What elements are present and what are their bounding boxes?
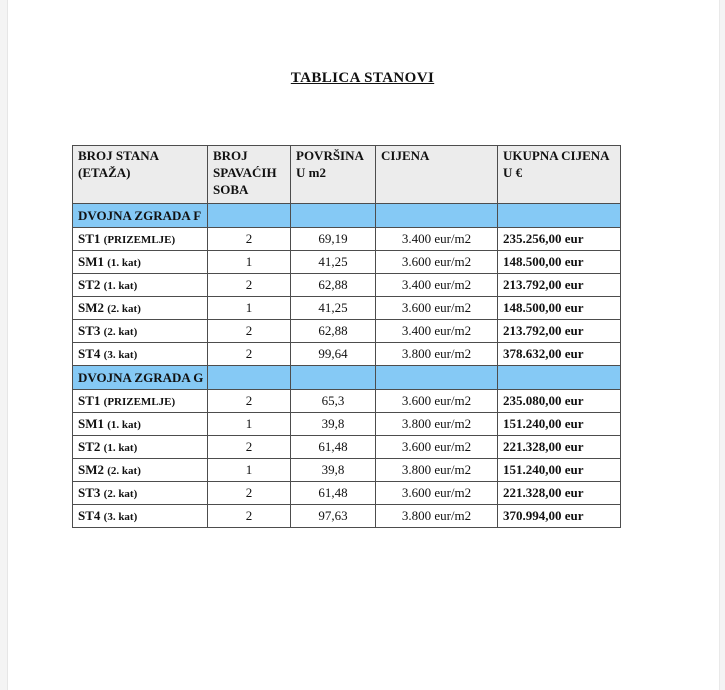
bedrooms-cell: 1 bbox=[208, 459, 291, 482]
table-row bbox=[73, 274, 621, 297]
price-cell: 3.600 eur/m2 bbox=[376, 390, 498, 413]
floor-label: (1. kat) bbox=[107, 257, 141, 269]
area-cell: 62,88 bbox=[291, 320, 376, 343]
section-row bbox=[73, 366, 621, 390]
table-row bbox=[73, 390, 621, 413]
bedrooms-cell: 2 bbox=[208, 505, 291, 528]
area-cell: 61,48 bbox=[291, 482, 376, 505]
total-cell: 148.500,00 eur bbox=[498, 251, 621, 274]
area-cell: 61,48 bbox=[291, 436, 376, 459]
table-header-row bbox=[73, 146, 621, 204]
price-cell: 3.600 eur/m2 bbox=[376, 436, 498, 459]
table-row bbox=[73, 320, 621, 343]
total-cell: 221.328,00 eur bbox=[498, 482, 621, 505]
table-row bbox=[73, 343, 621, 366]
price-cell: 3.600 eur/m2 bbox=[376, 251, 498, 274]
floor-label: (2. kat) bbox=[107, 303, 141, 315]
section-empty-cell bbox=[291, 204, 376, 228]
floor-label: (3. kat) bbox=[103, 511, 138, 523]
total-cell: 235.080,00 eur bbox=[498, 390, 621, 413]
table-row bbox=[73, 251, 621, 274]
price-cell: 3.800 eur/m2 bbox=[376, 413, 498, 436]
floor-label: (3. kat) bbox=[103, 349, 138, 361]
total-cell: 213.792,00 eur bbox=[498, 274, 621, 297]
price-cell: 3.800 eur/m2 bbox=[376, 459, 498, 482]
total-cell: 221.328,00 eur bbox=[498, 436, 621, 459]
area-cell: 39,8 bbox=[291, 413, 376, 436]
table-body bbox=[73, 204, 621, 528]
total-cell: 235.256,00 eur bbox=[498, 228, 621, 251]
floor-label: (PRIZEMLJE) bbox=[103, 234, 176, 246]
section-row bbox=[73, 204, 621, 228]
bedrooms-cell: 2 bbox=[208, 343, 291, 366]
area-cell: 65,3 bbox=[291, 390, 376, 413]
price-cell: 3.400 eur/m2 bbox=[376, 320, 498, 343]
header-bedrooms: BROJ SPAVAĆIH SOBA bbox=[208, 146, 291, 204]
total-cell: 378.632,00 eur bbox=[498, 343, 621, 366]
floor-label: (2. kat) bbox=[103, 488, 138, 500]
unit-cell bbox=[73, 251, 208, 274]
unit-label: ST4 bbox=[78, 346, 104, 361]
unit-label: ST1 bbox=[78, 231, 104, 246]
bedrooms-cell: 2 bbox=[208, 482, 291, 505]
page-title: TABLICA STANOVI bbox=[290, 70, 435, 86]
apartments-table bbox=[72, 145, 621, 528]
section-empty-cell bbox=[376, 366, 498, 390]
area-cell: 39,8 bbox=[291, 459, 376, 482]
table-row bbox=[73, 505, 621, 528]
unit-label: ST2 bbox=[78, 439, 104, 454]
unit-label: ST4 bbox=[78, 508, 104, 523]
price-cell: 3.400 eur/m2 bbox=[376, 274, 498, 297]
total-cell: 370.994,00 eur bbox=[498, 505, 621, 528]
bedrooms-cell: 1 bbox=[208, 413, 291, 436]
section-empty-cell bbox=[376, 204, 498, 228]
table-row bbox=[73, 482, 621, 505]
page-right-margin bbox=[719, 0, 725, 690]
unit-label: SM1 bbox=[78, 254, 108, 269]
floor-label: (PRIZEMLJE) bbox=[103, 396, 176, 408]
price-cell: 3.800 eur/m2 bbox=[376, 505, 498, 528]
floor-label: (2. kat) bbox=[103, 326, 138, 338]
section-title: DVOJNA ZGRADA G bbox=[73, 366, 208, 390]
section-empty-cell bbox=[291, 366, 376, 390]
table-row bbox=[73, 459, 621, 482]
section-empty-cell bbox=[208, 366, 291, 390]
page-left-margin bbox=[0, 0, 8, 690]
total-cell: 151.240,00 eur bbox=[498, 459, 621, 482]
table-row bbox=[73, 228, 621, 251]
unit-cell bbox=[73, 274, 208, 297]
area-cell: 99,64 bbox=[291, 343, 376, 366]
header-unit: BROJ STANA (ETAŽA) bbox=[73, 146, 208, 204]
bedrooms-cell: 2 bbox=[208, 436, 291, 459]
table-row bbox=[73, 436, 621, 459]
unit-label: SM2 bbox=[78, 300, 108, 315]
area-cell: 41,25 bbox=[291, 251, 376, 274]
unit-label: SM1 bbox=[78, 416, 108, 431]
unit-label: SM2 bbox=[78, 462, 108, 477]
unit-label: ST2 bbox=[78, 277, 104, 292]
floor-label: (2. kat) bbox=[107, 465, 141, 477]
unit-cell bbox=[73, 505, 208, 528]
bedrooms-cell: 2 bbox=[208, 228, 291, 251]
area-cell: 97,63 bbox=[291, 505, 376, 528]
table-row bbox=[73, 413, 621, 436]
price-cell: 3.600 eur/m2 bbox=[376, 297, 498, 320]
unit-cell bbox=[73, 459, 208, 482]
unit-label: ST1 bbox=[78, 393, 104, 408]
unit-cell bbox=[73, 436, 208, 459]
bedrooms-cell: 2 bbox=[208, 390, 291, 413]
unit-cell bbox=[73, 228, 208, 251]
bedrooms-cell: 2 bbox=[208, 274, 291, 297]
section-title: DVOJNA ZGRADA F bbox=[73, 204, 208, 228]
total-cell: 213.792,00 eur bbox=[498, 320, 621, 343]
price-cell: 3.600 eur/m2 bbox=[376, 482, 498, 505]
header-total: UKUPNA CIJENA U € bbox=[498, 146, 621, 204]
unit-cell bbox=[73, 482, 208, 505]
unit-cell bbox=[73, 343, 208, 366]
total-cell: 151.240,00 eur bbox=[498, 413, 621, 436]
header-price: CIJENA bbox=[376, 146, 498, 204]
total-cell: 148.500,00 eur bbox=[498, 297, 621, 320]
unit-cell bbox=[73, 413, 208, 436]
area-cell: 69,19 bbox=[291, 228, 376, 251]
header-area: POVRŠINA U m2 bbox=[291, 146, 376, 204]
unit-label: ST3 bbox=[78, 485, 104, 500]
price-cell: 3.400 eur/m2 bbox=[376, 228, 498, 251]
table-row bbox=[73, 297, 621, 320]
section-empty-cell bbox=[208, 204, 291, 228]
floor-label: (1. kat) bbox=[107, 419, 141, 431]
unit-cell bbox=[73, 390, 208, 413]
price-cell: 3.800 eur/m2 bbox=[376, 343, 498, 366]
section-empty-cell bbox=[498, 204, 621, 228]
floor-label: (1. kat) bbox=[103, 280, 138, 292]
section-empty-cell bbox=[498, 366, 621, 390]
bedrooms-cell: 1 bbox=[208, 251, 291, 274]
unit-label: ST3 bbox=[78, 323, 104, 338]
unit-cell bbox=[73, 320, 208, 343]
area-cell: 41,25 bbox=[291, 297, 376, 320]
unit-cell bbox=[73, 297, 208, 320]
bedrooms-cell: 1 bbox=[208, 297, 291, 320]
area-cell: 62,88 bbox=[291, 274, 376, 297]
floor-label: (1. kat) bbox=[103, 442, 138, 454]
bedrooms-cell: 2 bbox=[208, 320, 291, 343]
